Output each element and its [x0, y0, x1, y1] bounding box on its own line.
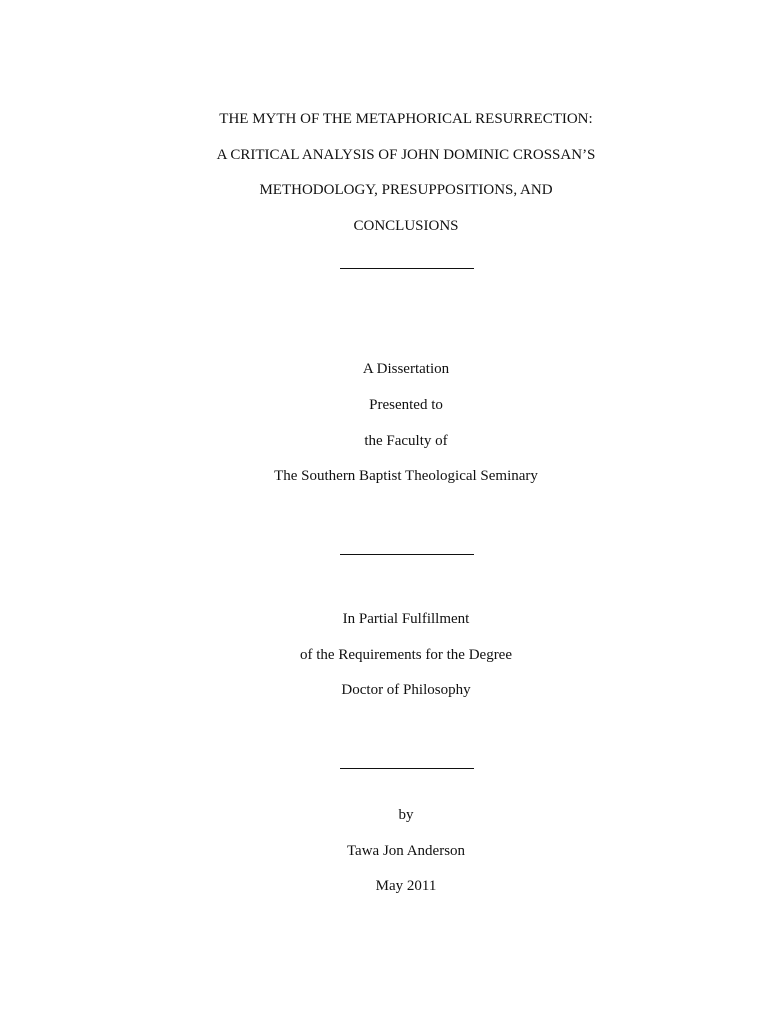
by-label: by: [398, 807, 414, 823]
presentation-line-2: Presented to: [369, 397, 443, 413]
separator-rule-3: [340, 768, 474, 769]
submission-date: May 2011: [375, 878, 437, 894]
presentation-line-1: A Dissertation: [362, 361, 450, 377]
author-name: Tawa Jon Anderson: [346, 843, 466, 859]
title-line-4: CONCLUSIONS: [353, 218, 459, 234]
presentation-line-3: the Faculty of: [364, 433, 448, 449]
fulfillment-line-2: of the Requirements for the Degree: [300, 647, 512, 663]
separator-rule-1: [340, 268, 474, 269]
institution-name: The Southern Baptist Theological Seminary: [274, 468, 538, 484]
degree-name: Doctor of Philosophy: [341, 682, 471, 698]
title-line-3: METHODOLOGY, PRESUPPOSITIONS, AND: [259, 182, 553, 198]
fulfillment-line-1: In Partial Fulfillment: [342, 611, 470, 627]
title-line-2: A CRITICAL ANALYSIS OF JOHN DOMINIC CROSSAN’S: [216, 147, 596, 163]
separator-rule-2: [340, 554, 474, 555]
title-line-1: THE MYTH OF THE METAPHORICAL RESURRECTION:: [219, 111, 593, 127]
